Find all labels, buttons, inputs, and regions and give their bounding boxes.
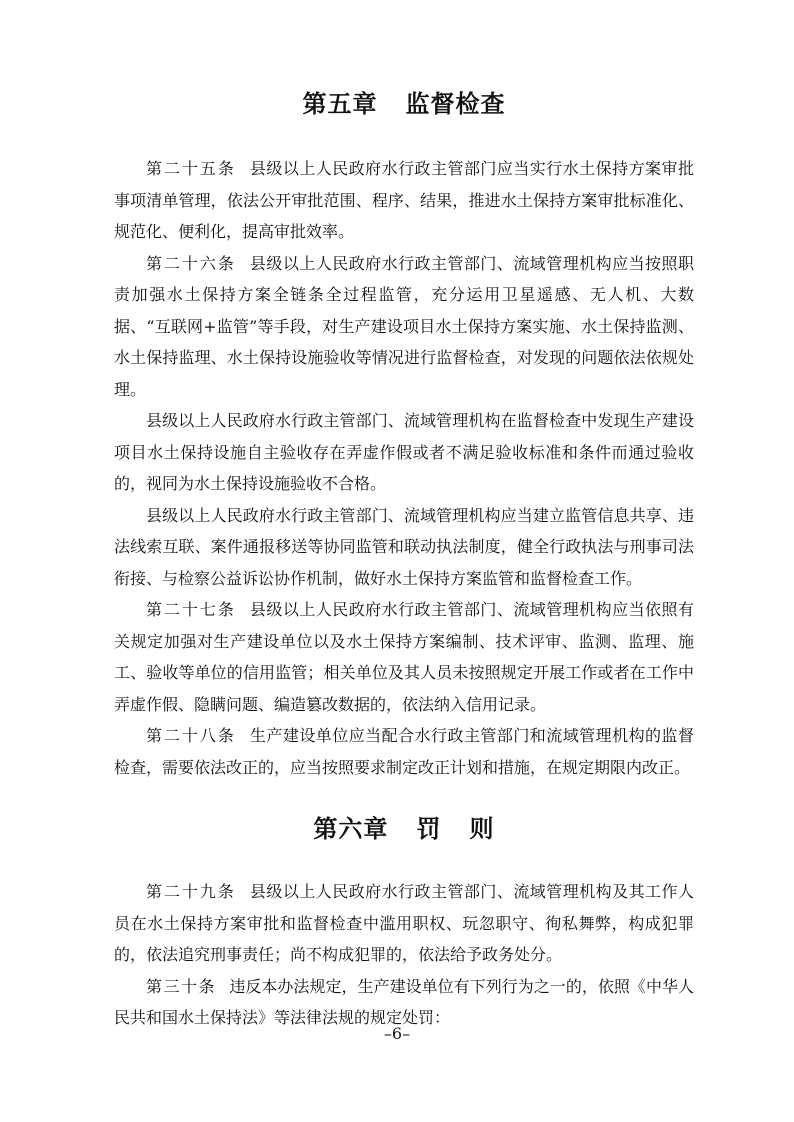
page-number: –6– <box>383 1024 411 1043</box>
paragraph-text: 生产建设单位应当配合水行政主管部门和流域管理机构的监督检查，需要依法改正的，应当按照要求制定改正计划和措施，在规定期限内改正。 <box>114 726 694 777</box>
paragraph-text: 县级以上人民政府水行政主管部门、流域管理机构应当建立监管信息共享、违法线索互联、案件通报移送等协同监管和联动执法制度，健全行政执法与刑事司法衔接、与检察公益诉讼协作机制，做好水土保持方案监管和监督检查工作。 <box>114 505 694 588</box>
paragraph-article-28 <box>114 720 694 783</box>
paragraph-article-27 <box>114 594 694 720</box>
chapter-5-title: 第五章 监督检查 <box>302 89 506 118</box>
article-label: 第二十八条 <box>146 726 250 745</box>
paragraph-text: 县级以上人民政府水行政主管部门、流域管理机构应当依照有关规定加强对生产建设单位以及水土保持方案编制、技术评审、监测、监理、施工、验收等单位的信用监管；相关单位及其人员未按照规定开展工作或者在工作中弄虚作假、隐瞒问题、编造篡改数据的，依法纳入信用记录。 <box>114 600 694 714</box>
paragraph-article-25 <box>114 153 694 248</box>
article-label: 第二十六条 <box>146 253 250 273</box>
paragraph-text: 县级以上人民政府水行政主管部门应当实行水土保持方案审批事项清单管理，依法公开审批范围、程序、结果，推进水土保持方案审批标准化、规范化、便利化，提高审批效率。 <box>114 159 694 241</box>
paragraph-text: 县级以上人民政府水行政主管部门、流域管理机构在监督检查中发现生产建设项目水土保持设施自主验收存在弄虚作假或者不满足验收标准和条件而通过验收的，视同为水土保持设施验收不合格。 <box>114 411 694 493</box>
paragraph-article-26 <box>114 248 694 406</box>
page-content <box>114 84 694 1034</box>
paragraph-article-26-2 <box>114 405 694 500</box>
article-label: 第三十条 <box>146 976 230 996</box>
paragraph-article-29 <box>114 876 694 971</box>
paragraph-article-26-3 <box>114 500 694 595</box>
article-label: 第二十七条 <box>146 600 250 619</box>
paragraph-text: 县级以上人民政府水行政主管部门、流域管理机构及其工作人员在水土保持方案审批和监督检查中滥用职权、玩忽职守、徇私舞弊，构成犯罪的，依法追究刑事责任；尚不构成犯罪的，依法给予政务处分。 <box>114 882 694 964</box>
article-label: 第二十五条 <box>146 159 250 178</box>
paragraph-text: 县级以上人民政府水行政主管部门、流域管理机构应当按照职责加强水土保持方案全链条全过程监管，充分运用卫星遥感、无人机、大数据、“互联网+监管”等手段，对生产建设项目水土保持方案实施、水土保持监测、水土保持监理、水土保持设施验收等情况进行监督检查，对发现的问题依法依规处理。 <box>114 253 694 399</box>
article-label: 第二十九条 <box>146 882 250 901</box>
chapter-6-title: 第六章 罚 则 <box>313 814 495 843</box>
paragraph-text: 违反本办法规定，生产建设单位有下列行为之一的，依照《中华人民共和国水土保持法》等法律法规的规定处罚： <box>114 976 694 1027</box>
